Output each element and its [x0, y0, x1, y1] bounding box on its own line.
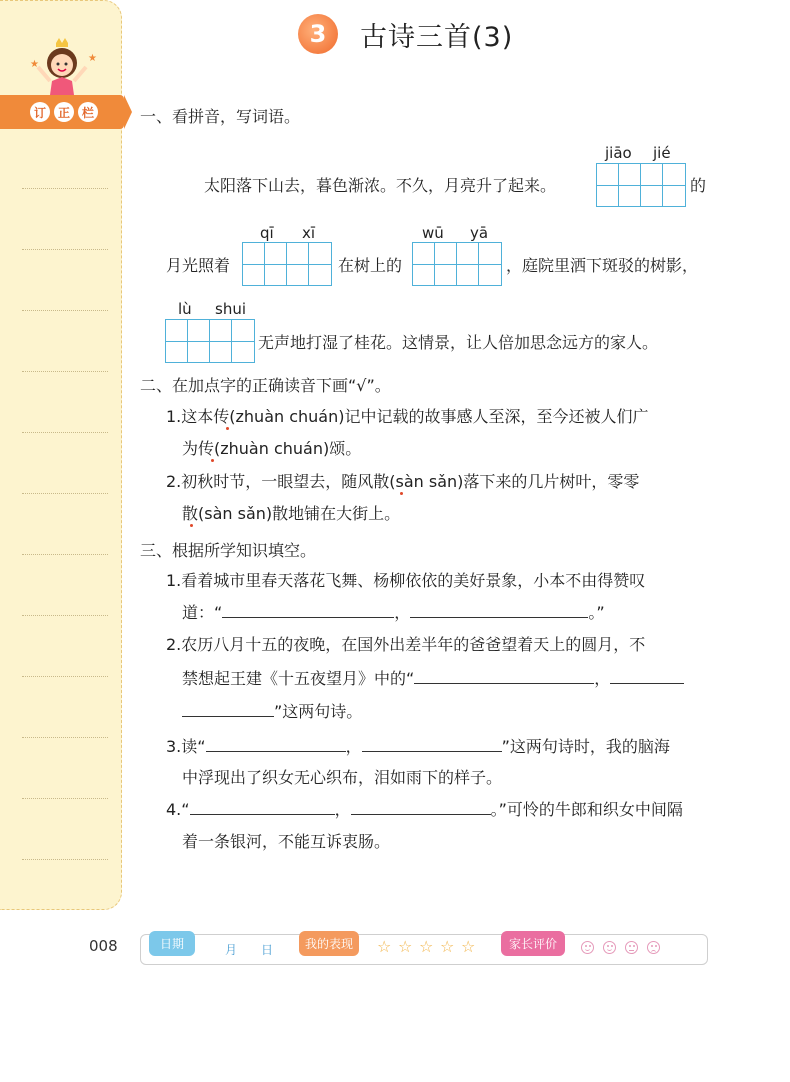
question-text: 3.读“: [166, 737, 206, 756]
sidebar-writing-line[interactable]: [22, 798, 108, 799]
page-number: 008: [89, 937, 118, 955]
svg-text:★: ★: [88, 53, 97, 64]
sad-face-icon[interactable]: [647, 941, 660, 954]
day-label: 日: [261, 943, 274, 957]
pinyin-label: jiāo: [605, 144, 632, 162]
question-text: ，: [394, 603, 411, 622]
pinyin-label: shui: [215, 300, 246, 318]
character-grid[interactable]: [165, 319, 255, 363]
question-text: 道：“: [182, 603, 223, 622]
rating-star-icon[interactable]: ☆: [419, 937, 434, 956]
question-line: 1.看着城市里春天落花飞舞、杨柳依依的美好景象，小本不由得赞叹: [166, 571, 646, 590]
girl-mascot-icon: [28, 37, 98, 97]
question-line: [182, 700, 362, 724]
answer-blank[interactable]: [410, 602, 588, 618]
answer-blank[interactable]: [351, 799, 491, 815]
passage-line: 无声地打湿了桂花。这情景，让人倍加思念远方的家人。: [258, 333, 659, 352]
question-line: [182, 601, 605, 625]
emphasis-dot: [400, 492, 403, 495]
rating-star-icon[interactable]: ☆: [398, 937, 413, 956]
passage-line: 月光照着: [166, 256, 231, 275]
emphasis-dot: [190, 524, 193, 527]
question-line: 散(sàn sǎn)散地铺在大街上。: [182, 504, 401, 523]
question-line: 着一条银河，不能互诉衷肠。: [182, 832, 391, 851]
rating-star-icon[interactable]: ☆: [440, 937, 455, 956]
question-text: ，: [594, 669, 611, 688]
sidebar-writing-line[interactable]: [22, 615, 108, 616]
sidebar-writing-line[interactable]: [22, 310, 108, 311]
question-line: [166, 798, 683, 822]
sidebar-writing-line[interactable]: [22, 859, 108, 860]
rating-star-icon[interactable]: ☆: [377, 937, 392, 956]
question-text: 禁想起王建《十五夜望月》中的“: [182, 669, 415, 688]
section3-heading: 三、根据所学知识填空。: [140, 541, 317, 560]
happy-face-icon[interactable]: [581, 941, 594, 954]
passage-line: 太阳落下山去，暮色渐浓。不久，月亮升了起来。: [204, 176, 557, 195]
answer-blank[interactable]: [206, 736, 346, 752]
correction-sidebar: [0, 0, 122, 910]
answer-blank[interactable]: [190, 799, 335, 815]
lesson-header: [298, 14, 513, 54]
question-text: ”这两句诗时，我的脑海: [501, 737, 670, 756]
question-text: 。”可怜的牛郎和织女中间隔: [490, 800, 683, 819]
question-text: ，: [334, 800, 351, 819]
passage-line: 在树上的: [338, 256, 403, 275]
answer-blank[interactable]: [182, 701, 274, 717]
passage-line: ，庭院里洒下斑驳的树影，: [506, 256, 699, 275]
character-grid[interactable]: [596, 163, 686, 207]
tag-char: 订: [30, 102, 50, 122]
character-grid[interactable]: [242, 242, 332, 286]
pinyin-label: qī: [260, 224, 274, 242]
pinyin-label: xī: [302, 224, 316, 242]
sidebar-writing-line[interactable]: [22, 188, 108, 189]
correction-tag: [0, 95, 124, 129]
question-line: 中浮现出了织女无心织布，泪如雨下的样子。: [182, 768, 503, 787]
parent-evaluation-pill: 家长评价: [501, 931, 565, 956]
sidebar-writing-line[interactable]: [22, 493, 108, 494]
emphasis-dot: [211, 459, 214, 462]
lesson-title: 古诗三首(3): [360, 21, 514, 53]
question-line: 为传(zhuàn chuán)颂。: [182, 439, 362, 458]
performance-pill: 我的表现: [299, 931, 359, 956]
tag-arrow: [124, 95, 132, 129]
neutral-face-icon[interactable]: [625, 941, 638, 954]
date-pill: 日期: [149, 931, 195, 956]
pinyin-label: lù: [178, 300, 192, 318]
question-line: 2.农历八月十五的夜晚，在国外出差半年的爸爸望着天上的圆月，不: [166, 635, 646, 654]
evaluation-bar: [140, 934, 708, 965]
sidebar-writing-line[interactable]: [22, 554, 108, 555]
tag-char: 栏: [78, 102, 98, 122]
lesson-number-badge: 3: [298, 14, 338, 54]
question-text: 。”: [588, 603, 605, 622]
question-text: ”这两句诗。: [274, 702, 363, 721]
pinyin-label: yā: [470, 224, 489, 242]
question-line: 1.这本传(zhuàn chuán)记中记载的故事感人至深，至今还被人们广: [166, 407, 649, 426]
character-grid[interactable]: [412, 242, 502, 286]
sidebar-writing-line[interactable]: [22, 737, 108, 738]
answer-blank[interactable]: [414, 668, 594, 684]
question-line: [166, 735, 670, 759]
sidebar-writing-line[interactable]: [22, 676, 108, 677]
section1-heading: 一、看拼音，写词语。: [140, 107, 301, 126]
pinyin-label: wū: [422, 224, 444, 242]
emphasis-dot: [226, 427, 229, 430]
sidebar-writing-line[interactable]: [22, 432, 108, 433]
question-line: 2.初秋时节，一眼望去，随风散(sàn sǎn)落下来的几片树叶，零零: [166, 472, 640, 491]
answer-blank[interactable]: [362, 736, 502, 752]
question-line: [182, 667, 684, 691]
answer-blank[interactable]: [222, 602, 394, 618]
section2-heading: 二、在加点字的正确读音下画“√”。: [140, 376, 391, 395]
answer-blank[interactable]: [610, 668, 684, 684]
svg-text:★: ★: [30, 59, 39, 70]
tag-char: 正: [54, 102, 74, 122]
sidebar-writing-line[interactable]: [22, 249, 108, 250]
month-label: 月: [225, 943, 238, 957]
question-text: 4.“: [166, 800, 190, 819]
pinyin-label: jié: [653, 144, 671, 162]
rating-star-icon[interactable]: ☆: [461, 937, 476, 956]
smile-face-icon[interactable]: [603, 941, 616, 954]
question-text: ，: [345, 737, 362, 756]
sidebar-writing-line[interactable]: [22, 371, 108, 372]
passage-line: 的: [690, 176, 707, 195]
